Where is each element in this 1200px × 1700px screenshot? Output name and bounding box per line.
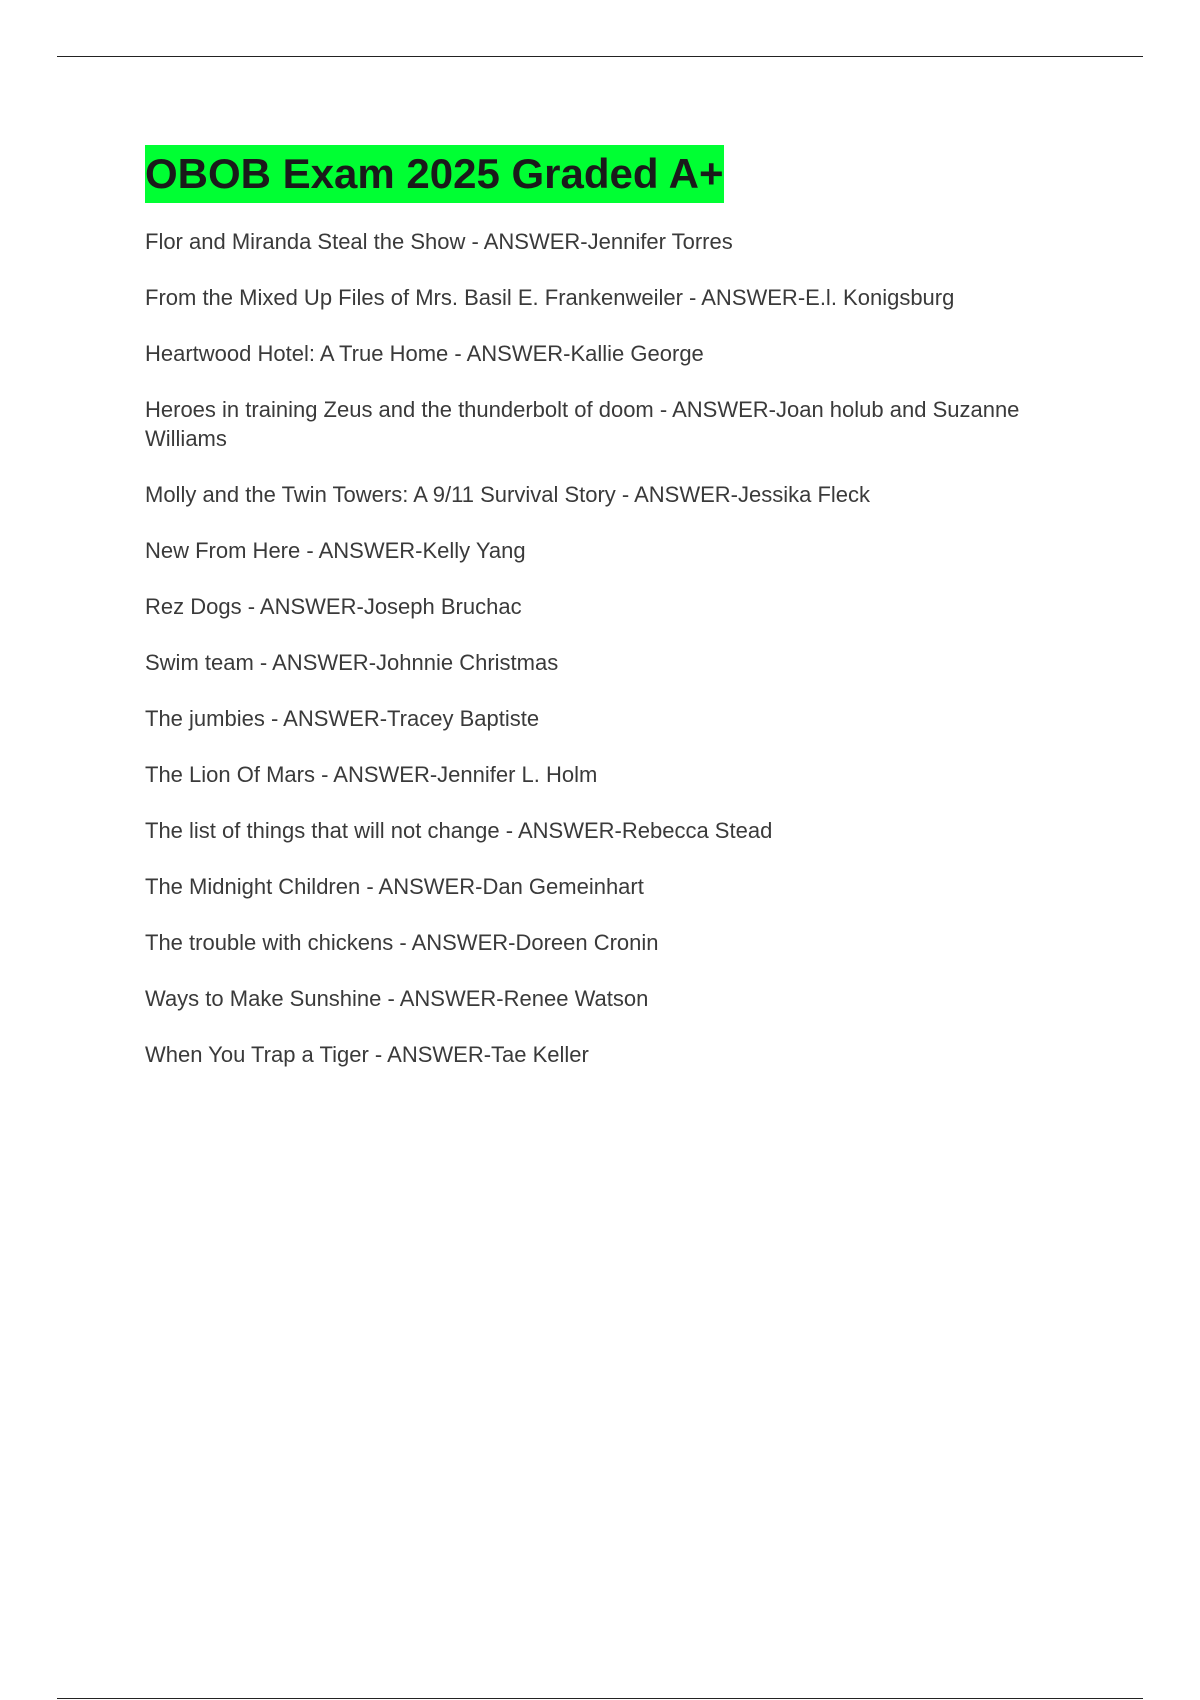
list-item: Rez Dogs - ANSWER-Joseph Bruchac (145, 594, 522, 619)
list-item: From the Mixed Up Files of Mrs. Basil E. Frankenweiler - ANSWER-E.l. Konigsburg (145, 285, 955, 310)
footer-rule (57, 1698, 1143, 1699)
list-item: The jumbies - ANSWER-Tracey Baptiste (145, 706, 540, 731)
document-title: OBOB Exam 2025 Graded A+ (145, 145, 724, 203)
qa-list (145, 227, 1075, 1069)
list-item: When You Trap a Tiger - ANSWER-Tae Keller (145, 1042, 589, 1067)
list-item: Heroes in training Zeus and the thunderbolt of doom - ANSWER-Joan holub and Suzanne Williams (145, 397, 1020, 451)
list-item: Swim team - ANSWER-Johnnie Christmas (145, 650, 559, 675)
list-item: Ways to Make Sunshine - ANSWER-Renee Watson (145, 986, 649, 1011)
list-item: The Lion Of Mars - ANSWER-Jennifer L. Holm (145, 762, 598, 787)
list-item: The Midnight Children - ANSWER-Dan Gemeinhart (145, 874, 644, 899)
list-item: Flor and Miranda Steal the Show - ANSWER-Jennifer Torres (145, 229, 733, 254)
list-item: Heartwood Hotel: A True Home - ANSWER-Kallie George (145, 341, 704, 366)
list-item: Molly and the Twin Towers: A 9/11 Survival Story - ANSWER-Jessika Fleck (145, 482, 871, 507)
list-item: The list of things that will not change - ANSWER-Rebecca Stead (145, 818, 773, 843)
list-item: New From Here - ANSWER-Kelly Yang (145, 538, 526, 563)
header-rule (57, 56, 1143, 57)
list-item: The trouble with chickens - ANSWER-Doreen Cronin (145, 930, 659, 955)
document-body (145, 145, 1075, 1096)
